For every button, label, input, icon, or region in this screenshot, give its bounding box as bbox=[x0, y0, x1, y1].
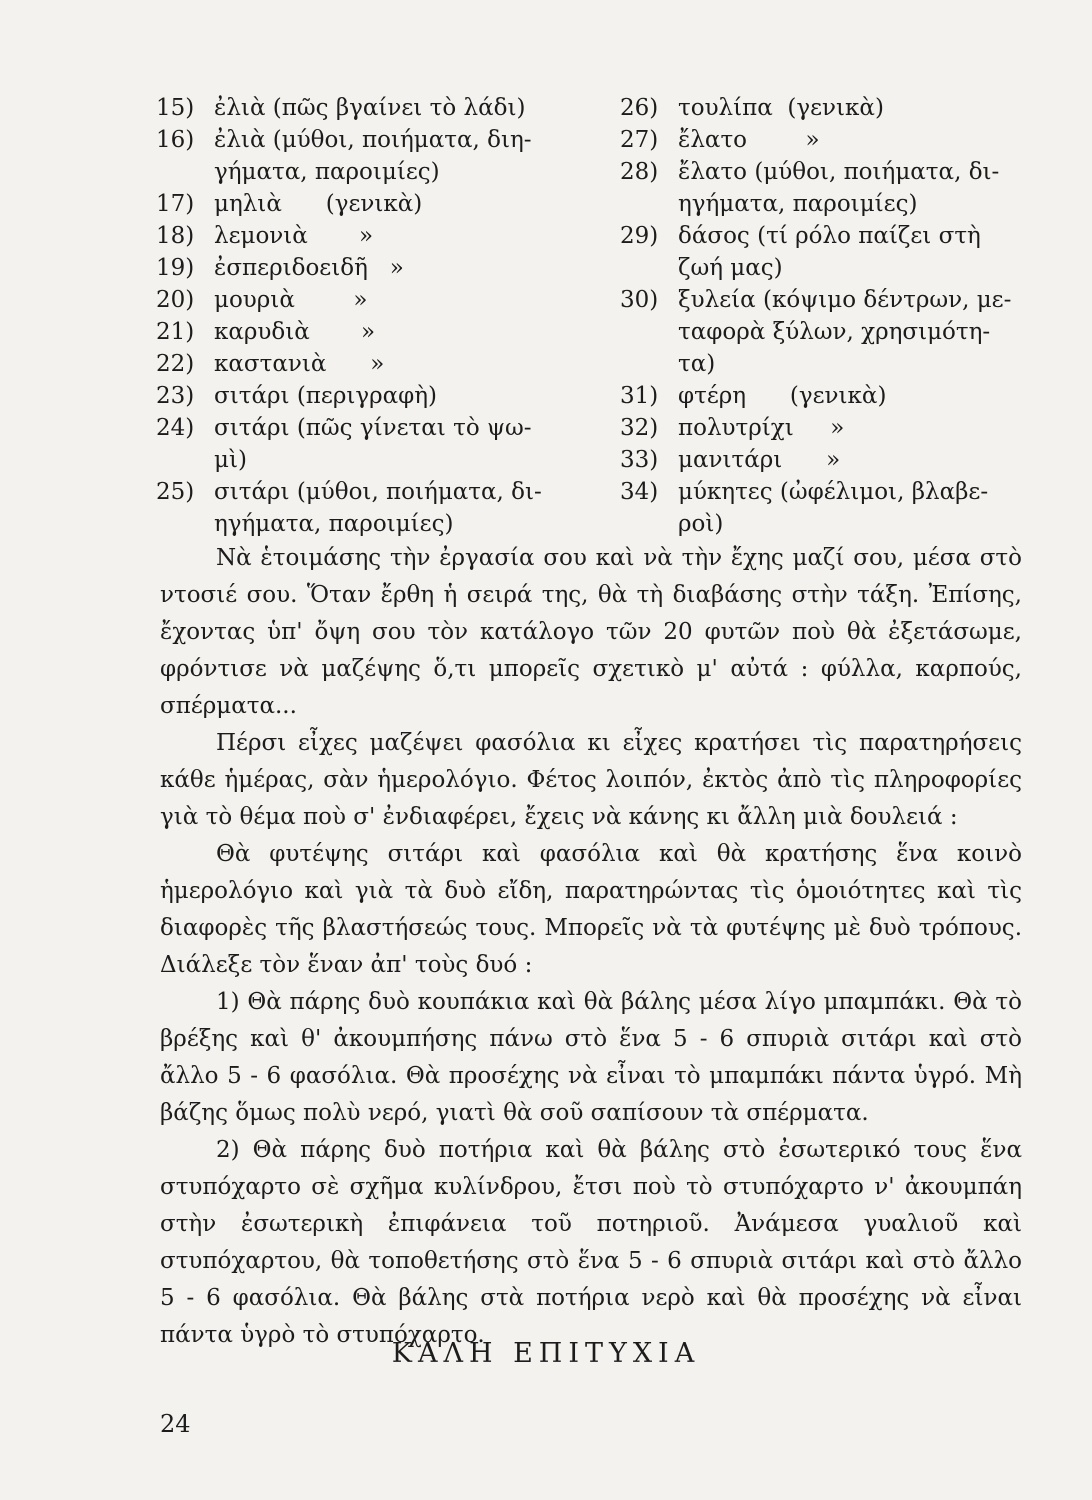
list-item bbox=[156, 124, 596, 188]
item-number: 33) bbox=[620, 447, 659, 473]
item-number: 29) bbox=[620, 223, 659, 249]
list-item bbox=[156, 92, 596, 124]
list-item bbox=[156, 252, 596, 284]
item-number: 15) bbox=[156, 95, 195, 121]
item-text: μανιτάρι » bbox=[678, 447, 841, 473]
paragraph: Θὰ φυτέψης σιτάρι καὶ φασόλια καὶ θὰ κρατήσης ἕνα κοινὸ ἡμερολόγιο καὶ γιὰ τὰ δυὸ εἴδη, παρατηρώντας τὶς ὁμοιότητες καὶ τὶς διαφορὲς τῆς βλαστήσεώς τους. Μπορεῖς νὰ τὰ φυτέψης μὲ δυὸ τρόπους. Διάλεξε τὸν ἕναν ἀπ' τοὺς δυό : bbox=[160, 841, 1022, 978]
instructions-text bbox=[160, 540, 1022, 1354]
list-item bbox=[156, 476, 596, 540]
item-text: λεμονιὰ » bbox=[214, 223, 374, 249]
list-item bbox=[156, 412, 596, 476]
item-text: πολυτρίχι » bbox=[678, 415, 845, 441]
item-text: δάσος (τί ρόλο παίζει στὴ ζωή μας) bbox=[678, 223, 981, 281]
item-number: 32) bbox=[620, 415, 659, 441]
item-number: 22) bbox=[156, 351, 195, 377]
item-number: 19) bbox=[156, 255, 195, 281]
item-number: 21) bbox=[156, 319, 195, 345]
item-text: μύκητες (ὠφέλιμοι, βλαβε- ροὶ) bbox=[678, 479, 989, 537]
list-item bbox=[156, 220, 596, 252]
item-text: ἐλιὰ (πῶς βγαίνει τὸ λάδι) bbox=[214, 95, 526, 121]
list-item bbox=[620, 92, 1030, 124]
list-item bbox=[620, 380, 1030, 412]
item-text: μηλιὰ (γενικὰ) bbox=[214, 191, 423, 217]
item-number: 23) bbox=[156, 383, 195, 409]
item-number: 24) bbox=[156, 415, 195, 441]
list-item bbox=[620, 412, 1030, 444]
list-item bbox=[620, 444, 1030, 476]
item-text: σιτάρι (περιγραφὴ) bbox=[214, 383, 438, 409]
item-text: ἐσπεριδοειδῆ » bbox=[214, 255, 404, 281]
item-text: ἔλατο (μύθοι, ποιήματα, δι- ηγήματα, παροιμίες) bbox=[678, 159, 1000, 217]
item-number: 18) bbox=[156, 223, 195, 249]
item-text: καρυδιὰ » bbox=[214, 319, 376, 345]
item-number: 26) bbox=[620, 95, 659, 121]
closing-heading: ΚΑΛΗ ΕΠΙΤΥΧΙΑ bbox=[391, 1338, 701, 1369]
item-text: τουλίπα (γενικὰ) bbox=[678, 95, 884, 121]
item-text: ἔλατο » bbox=[678, 127, 820, 153]
item-text: φτέρη (γενικὰ) bbox=[678, 383, 887, 409]
item-text: μουριὰ » bbox=[214, 287, 368, 313]
list-item bbox=[156, 188, 596, 220]
item-number: 30) bbox=[620, 287, 659, 313]
item-text: σιτάρι (πῶς γίνεται τὸ ψω- μὶ) bbox=[214, 415, 532, 473]
item-number: 31) bbox=[620, 383, 659, 409]
paragraph: 2) Θὰ πάρης δυὸ ποτήρια καὶ θὰ βάλης στὸ ἐσωτερικό τους ἕνα στυπόχαρτο σὲ σχῆμα κυλίνδρου, ἔτσι ποὺ τὸ στυπόχαρτο ν' ἀκουμπάη στὴν ἐσωτερικὴ ἐπιφάνεια τοῦ ποτηριοῦ. Ἀνάμεσα γυαλιοῦ καὶ στυπόχαρτου, θὰ τοποθετήσης στὸ ἕνα 5 - 6 σπυριὰ σιτάρι καὶ στὸ ἄλλο 5 - 6 φασόλια. Θὰ βάλης στὰ ποτήρια νερὸ καὶ θὰ προσέχης νὰ εἶναι πάντα ὑγρὸ τὸ στυπόχαρτο. bbox=[160, 1137, 1022, 1348]
list-item bbox=[156, 348, 596, 380]
item-text: ἐλιὰ (μύθοι, ποιήματα, διη- γήματα, παροιμίες) bbox=[214, 127, 532, 185]
item-number: 25) bbox=[156, 479, 195, 505]
item-text: ξυλεία (κόψιμο δέντρων, με- ταφορὰ ξύλων, χρησιμότη- τα) bbox=[678, 287, 1012, 377]
item-number: 17) bbox=[156, 191, 195, 217]
item-number: 34) bbox=[620, 479, 659, 505]
item-number: 16) bbox=[156, 127, 195, 153]
item-number: 27) bbox=[620, 127, 659, 153]
list-item bbox=[620, 124, 1030, 156]
list-item bbox=[620, 156, 1030, 220]
list-item bbox=[156, 380, 596, 412]
paragraph: Πέρσι εἶχες μαζέψει φασόλια κι εἶχες κρατήσει τὶς παρατηρήσεις κάθε ἡμέρας, σὰν ἡμερολόγιο. Φέτος λοιπόν, ἐκτὸς ἀπὸ τὶς πληροφορίες γιὰ τὸ θέμα ποὺ σ' ἐνδιαφέρει, ἔχεις νὰ κάνης κι ἄλλη μιὰ δουλειά : bbox=[160, 730, 1022, 830]
plant-list-right bbox=[620, 92, 1030, 540]
item-text: σιτάρι (μύθοι, ποιήματα, δι- ηγήματα, παροιμίες) bbox=[214, 479, 542, 537]
list-item bbox=[620, 220, 1030, 284]
list-item bbox=[620, 476, 1030, 540]
item-number: 20) bbox=[156, 287, 195, 313]
list-item bbox=[620, 284, 1030, 380]
paragraph: 1) Θὰ πάρης δυὸ κουπάκια καὶ θὰ βάλης μέσα λίγο μπαμπάκι. Θὰ τὸ βρέξης καὶ θ' ἀκουμπήσης πάνω στὸ ἕνα 5 - 6 σπυριὰ σιτάρι καὶ στὸ ἄλλο 5 - 6 φασόλια. Θὰ προσέχης νὰ εἶναι τὸ μπαμπάκι πάντα ὑγρό. Μὴ βάζης ὅμως πολὺ νερό, γιατὶ θὰ σοῦ σαπίσουν τὰ σπέρματα. bbox=[160, 989, 1022, 1126]
plant-list-left bbox=[156, 92, 596, 540]
list-item bbox=[156, 316, 596, 348]
item-text: καστανιὰ » bbox=[214, 351, 385, 377]
list-item bbox=[156, 284, 596, 316]
page-number: 24 bbox=[160, 1410, 191, 1438]
item-number: 28) bbox=[620, 159, 659, 185]
paragraph: Νὰ ἑτοιμάσης τὴν ἐργασία σου καὶ νὰ τὴν ἔχης μαζί σου, μέσα στὸ ντοσιέ σου. Ὅταν ἔρθη ἡ σειρά της, θὰ τὴ διαβάσης στὴν τάξη. Ἐπίσης, ἔχοντας ὑπ' ὄψη σου τὸν κατάλογο τῶν 20 φυτῶν ποὺ θὰ ἐξετάσωμε, φρόντισε νὰ μαζέψης ὅ,τι μπορεῖς σχετικὸ μ' αὐτά : φύλλα, καρπούς, σπέρματα... bbox=[160, 545, 1022, 719]
